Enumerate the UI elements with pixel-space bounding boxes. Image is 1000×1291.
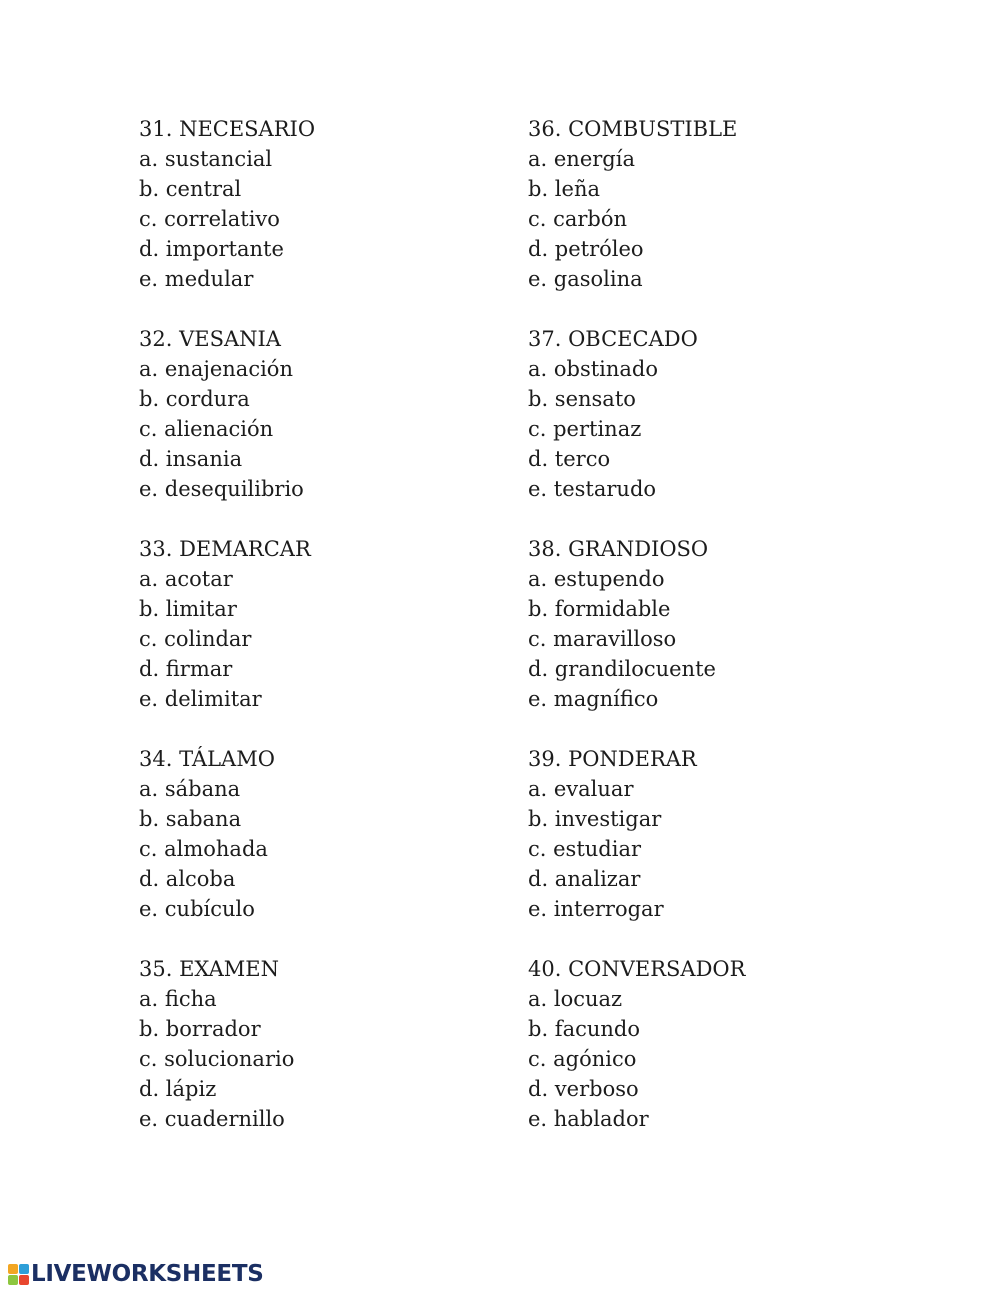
logo-square [19, 1275, 29, 1285]
question-block [528, 324, 745, 504]
logo-text: LIVEWORKSHEETS [31, 1261, 264, 1287]
answer-option: d. firmar [139, 657, 233, 681]
answer-option: d. grandilocuente [528, 657, 716, 681]
answer-option: a. obstinado [528, 357, 659, 381]
answer-option: e. interrogar [528, 897, 664, 921]
logo-square [8, 1264, 18, 1274]
question-block [139, 954, 315, 1134]
question-title: 34. TÁLAMO [139, 747, 275, 771]
question-block [139, 114, 315, 294]
answer-option: b. limitar [139, 597, 237, 621]
answer-option: b. borrador [139, 1017, 261, 1041]
question-title: 37. OBCECADO [528, 327, 698, 351]
answer-option: d. verboso [528, 1077, 639, 1101]
answer-option: c. solucionario [139, 1047, 295, 1071]
answer-option: e. cubículo [139, 897, 255, 921]
question-block [528, 744, 745, 924]
answer-option: c. estudiar [528, 837, 641, 861]
answer-option: a. evaluar [528, 777, 634, 801]
answer-option: a. sustancial [139, 147, 273, 171]
answer-option: a. estupendo [528, 567, 665, 591]
answer-option: a. energía [528, 147, 635, 171]
answer-option: e. magnífico [528, 687, 659, 711]
answer-option: a. locuaz [528, 987, 623, 1011]
answer-option: e. cuadernillo [139, 1107, 285, 1131]
answer-option: c. maravilloso [528, 627, 677, 651]
answer-option: c. pertinaz [528, 417, 642, 441]
answer-option: d. alcoba [139, 867, 236, 891]
answer-option: e. desequilibrio [139, 477, 304, 501]
answer-option: c. colindar [139, 627, 252, 651]
answer-option: b. sensato [528, 387, 636, 411]
answer-option: c. correlativo [139, 207, 280, 231]
question-title: 36. COMBUSTIBLE [528, 117, 738, 141]
question-block [528, 954, 745, 1134]
answer-option: e. delimitar [139, 687, 262, 711]
answer-option: d. insania [139, 447, 243, 471]
question-title: 35. EXAMEN [139, 957, 279, 981]
answer-option: d. terco [528, 447, 611, 471]
answer-option: e. gasolina [528, 267, 643, 291]
answer-option: a. sábana [139, 777, 241, 801]
question-title: 38. GRANDIOSO [528, 537, 709, 561]
answer-option: a. enajenación [139, 357, 293, 381]
left-column [139, 114, 315, 1164]
answer-option: e. medular [139, 267, 254, 291]
answer-option: d. analizar [528, 867, 641, 891]
answer-option: c. almohada [139, 837, 268, 861]
question-title: 31. NECESARIO [139, 117, 316, 141]
liveworksheets-logo [8, 1260, 263, 1288]
question-block [528, 534, 745, 714]
answer-option: b. investigar [528, 807, 662, 831]
answer-option: a. acotar [139, 567, 233, 591]
answer-option: b. sabana [139, 807, 242, 831]
question-title: 39. PONDERAR [528, 747, 697, 771]
question-block [528, 114, 745, 294]
liveworksheets-logo-icon [8, 1264, 29, 1285]
answer-option: c. carbón [528, 207, 628, 231]
answer-option: c. agónico [528, 1047, 637, 1071]
answer-option: b. cordura [139, 387, 250, 411]
answer-option: b. formidable [528, 597, 671, 621]
question-block [139, 534, 315, 714]
question-block [139, 744, 315, 924]
logo-square [8, 1275, 18, 1285]
question-title: 32. VESANIA [139, 327, 281, 351]
right-column [528, 114, 745, 1164]
answer-option: d. petróleo [528, 237, 644, 261]
question-title: 40. CONVERSADOR [528, 957, 746, 981]
answer-option: a. ficha [139, 987, 217, 1011]
answer-option: c. alienación [139, 417, 274, 441]
answer-option: b. leña [528, 177, 600, 201]
logo-square [19, 1264, 29, 1274]
answer-option: e. testarudo [528, 477, 657, 501]
question-block [139, 324, 315, 504]
answer-option: d. lápiz [139, 1077, 217, 1101]
answer-option: e. hablador [528, 1107, 649, 1131]
answer-option: b. facundo [528, 1017, 640, 1041]
answer-option: b. central [139, 177, 242, 201]
answer-option: d. importante [139, 237, 284, 261]
question-title: 33. DEMARCAR [139, 537, 311, 561]
